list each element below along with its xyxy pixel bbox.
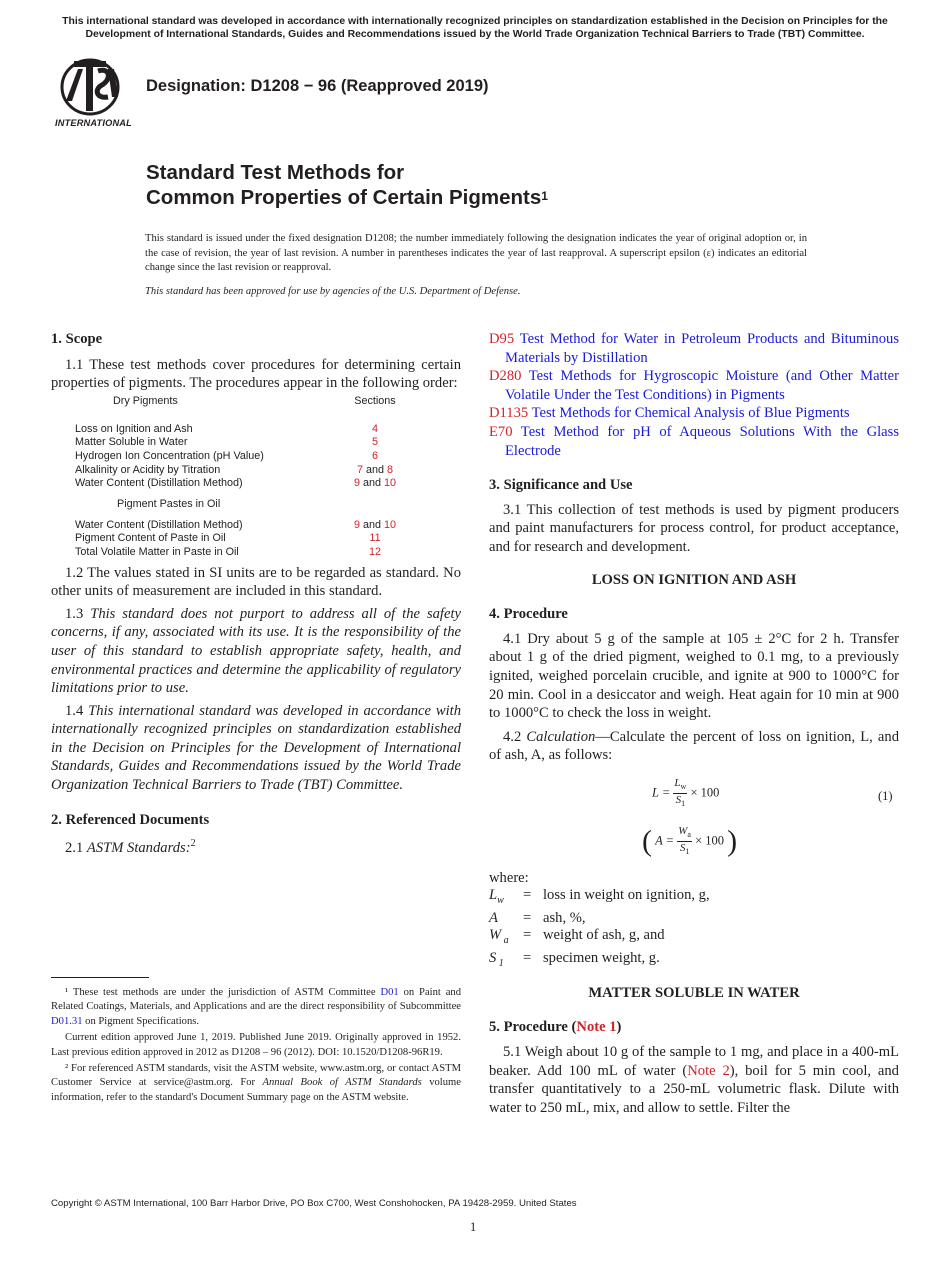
ref-title-link[interactable]: Test Method for Water in Petroleum Products and Bituminous Materials by Distillation [505,331,899,366]
calculation-label: Calculation [526,728,596,745]
scope-1-4-text: This international standard was developed in accordance with internationally recognized principles on standardization established in the Decision on Principles for the Development of International Standards, Guides and Recommendations issued by the World Trade Organization Technical Barriers to Trade (TBT) Committee. [51,702,462,794]
ref-code-link[interactable]: D280 [489,368,522,385]
table-row [75,450,435,464]
table-cell: Matter Soluble in Water [75,436,188,449]
definition-row: W $_a$ = weight of ash, g, and [489,927,665,947]
title-footnote-marker: 1 [541,189,548,203]
definition-row: $L_w$ = loss in weight on ignition, g, [489,887,710,907]
section-link[interactable]: 12 [368,545,381,558]
astm-standards-label: ASTM Standards: [86,840,191,857]
procedure-4-2 [489,728,899,765]
designation: Designation: D1208 − 96 (Reapproved 2019) [146,77,489,95]
table-row [75,464,435,478]
section-link[interactable]: 11 [369,532,381,545]
section-link[interactable]: 9 [353,518,360,531]
table-cell: Water Content (Distillation Method) [75,518,243,531]
table-row [75,423,435,437]
title-line-1: Standard Test Methods for [146,161,405,184]
table-row [75,546,435,560]
section-link[interactable]: 8 [387,463,394,476]
ref-code-link[interactable]: D1135 [489,405,529,422]
ref-title-link[interactable]: Test Methods for Chemical Analysis of Blue Pigments [531,405,850,422]
definition-row: S $_1$ = specimen weight, g. [489,949,660,969]
footnote-current-edition: Current edition approved June 1, 2019. Published June 2019. Originally approved in 1952. Last previous edition approved in 2012 as D1208 – 96 (2012). DOI: 10.1520/D1208-96R19. [51,1032,461,1058]
ref-title-link[interactable]: Test Method for pH of Aqueous Solutions With the Glass Electrode [505,423,899,459]
scope-1-1: 1.1 These test methods cover procedures for determining certain properties of pigments. The procedures appear in the following order: [51,356,461,392]
para-number: 4.2 [503,728,522,745]
footnotes [51,986,461,1105]
astm-logo [52,57,136,133]
section-link[interactable]: 6 [371,449,378,462]
definition-row: A = ash, %, [489,909,586,926]
significance-3-1: 3.1 This collection of test methods is used by pigment producers and paint manufacturers for process control, for product acceptance, and for research and development. [489,501,899,555]
scope-1-3 [51,605,461,698]
table-cell: Total Volatile Matter in Paste in Oil [75,545,239,558]
section-link[interactable]: 9 [353,477,360,490]
footnote-1: ¹ These test methods are under the jurisdiction of ASTM Committee D01 on Paint and Related Coatings, Materials, and Applications and are the direct responsibility of Subcommittee D01.31 on Pigment Specifications. [51,987,461,1027]
calculation-text: —Calculate the percent of loss on ignition, L, and of ash, A, as follows: [489,728,899,764]
dod-approval-text: This standard has been approved for use by agencies of the U.S. Department of Defense. [145,286,521,297]
table-cell: Loss on Ignition and Ash [75,422,193,435]
scope-1-2: 1.2 The values stated in SI units are to be regarded as standard. No other units of measurement are included in this standard. [51,564,461,600]
scope-1-4 [51,702,461,795]
footnote-rule [51,977,149,978]
section-link[interactable]: 4 [371,422,378,435]
soluble-section-title: MATTER SOLUBLE IN WATER [588,984,800,1001]
significance-heading: 3. Significance and Use [489,477,633,494]
table-col-dry-pigments: Dry Pigments [113,394,178,407]
ref-title-link[interactable]: Test Methods for Hygroscopic Moisture (and Other Matter Volatile Under the Test Conditions) in Pigments [505,368,899,403]
equation-1: L = $\frac{L_w}{S_1}$ × 100 [652,776,720,809]
loss-section-title: LOSS ON IGNITION AND ASH [591,571,797,588]
top-note: This international standard was developed in accordance with internationally recognized principles on standardization established in the Decision on Principles for the Development of International Standards, Guides and Recommendations issued by the World Trade Organization Technical Barriers to Trade (TBT) Committee. [62,16,888,40]
procedures-table [75,395,435,560]
footnote-2: ² For referenced ASTM standards, visit the ASTM website, www.astm.org, or contact ASTM Customer Service at service@astm.org. For Annual Book of ASTM Standards volume information, refer to the standard's Document Summary page on the ASTM website. [51,1063,461,1103]
subcommittee-link[interactable]: D01.31 [51,1015,83,1027]
procedure-4-heading: 4. Procedure [489,606,568,623]
pastes-heading: Pigment Pastes in Oil [117,497,221,510]
ref-d280 [489,367,899,404]
note-1-link[interactable]: Note 1 [576,1019,617,1036]
table-cell: Water Content (Distillation Method) [75,477,243,490]
para-number: 2.1 [65,840,84,857]
table-cell: Hydrogen Ion Concentration (pH Value) [75,449,264,462]
table-row [75,477,435,491]
document-title [146,160,548,213]
ref-d1135 [489,404,899,423]
table-row [75,532,435,546]
ref-d95 [489,330,899,367]
section-link[interactable]: 10 [384,477,397,490]
committee-d01-link[interactable]: D01 [380,987,399,998]
copyright-footer: Copyright © ASTM International, 100 Barr Harbor Drive, PO Box C700, West Conshohocken, PA 19428-2959. United States [51,1198,577,1209]
table-row [75,519,435,533]
equation-2: ( A = $\frac{W_a}{S_1}$ × 100 ) [642,824,738,858]
scope-heading: 1. Scope [51,331,103,347]
where-label: where: [489,869,529,886]
scope-1-3-text: This standard does not purport to address all of the safety concerns, if any, associated with its use. It is the responsibility of the user of this standard to establish appropriate safety, health, and environmental practices and determine the applicability of regulatory limitations prior to use. [51,605,461,697]
page-number: 1 [470,1220,477,1234]
and-text: and [365,463,384,476]
issued-text: This standard is issued under the fixed designation D1208; the number immediately following the designation indicates the year of original adoption or, in the case of revision, the year of last revision. A number in parentheses indicates the year of last reapproval. A superscript epsilon (ε) indicates an editorial change since the last revision or reapproval. [145,233,807,274]
and-text: and [362,477,381,490]
procedure-5-heading: 5. Procedure (Note 1) [489,1019,622,1036]
eq2-denominator: $S_1$ [679,842,690,857]
section-link[interactable]: 5 [371,436,378,449]
refdocs-2-1 [51,835,461,857]
title-line-2: Common Properties of Certain Pigments [146,186,542,209]
right-column [489,330,899,1117]
procedure-5-1: 5.1 Weigh about 10 g of the sample to 1 mg, and place in a 400-mL beaker. Add 100 mL of water (Note 2), boil for 5 min cool, and transfer quantitatively to a 250-mL volumetric flask. Dilute with water to 250 mL, mix, and allow to settle. Filter the [489,1044,899,1116]
variable-definitions [489,887,899,971]
section-link[interactable]: 10 [384,518,397,531]
section-link[interactable]: 7 [356,463,363,476]
note-2-link[interactable]: Note 2 [687,1062,730,1079]
para-number: 1.3 [65,605,84,622]
and-text: and [362,518,381,531]
table-col-sections: Sections [354,394,396,407]
ref-code-link[interactable]: D95 [489,331,515,347]
equations-block [489,765,899,873]
eq1-denominator: $S_1$ [675,794,686,809]
equation-1-label: (1) [878,788,893,803]
ref-e70 [489,423,899,460]
para-number: 1.4 [65,702,84,719]
logo-wordmark: INTERNATIONAL [55,118,132,128]
eq1-numerator: $L_w$ [673,777,687,794]
left-column [51,330,461,858]
table-cell: Alkalinity or Acidity by Titration [75,463,221,476]
ref-code-link[interactable]: E70 [489,423,513,440]
table-row [75,436,435,450]
eq2-numerator: $W_a$ [677,825,692,842]
refdocs-heading: 2. Referenced Documents [51,811,210,828]
footnote-marker: 2 [190,838,196,850]
table-cell: Pigment Content of Paste in Oil [75,532,226,545]
procedure-4-1: 4.1 Dry about 5 g of the sample at 105 ± 2°C for 2 h. Transfer about 1 g of the dried pigment, weighed to 0.1 mg, to a previously ignited, weighed porcelain crucible, and ignite at 900 to 1000°C for 20 min. Cool in a desiccator and weigh. Heat again for 10 min at 900 to 1000°C to check the loss in weight. [489,630,899,722]
